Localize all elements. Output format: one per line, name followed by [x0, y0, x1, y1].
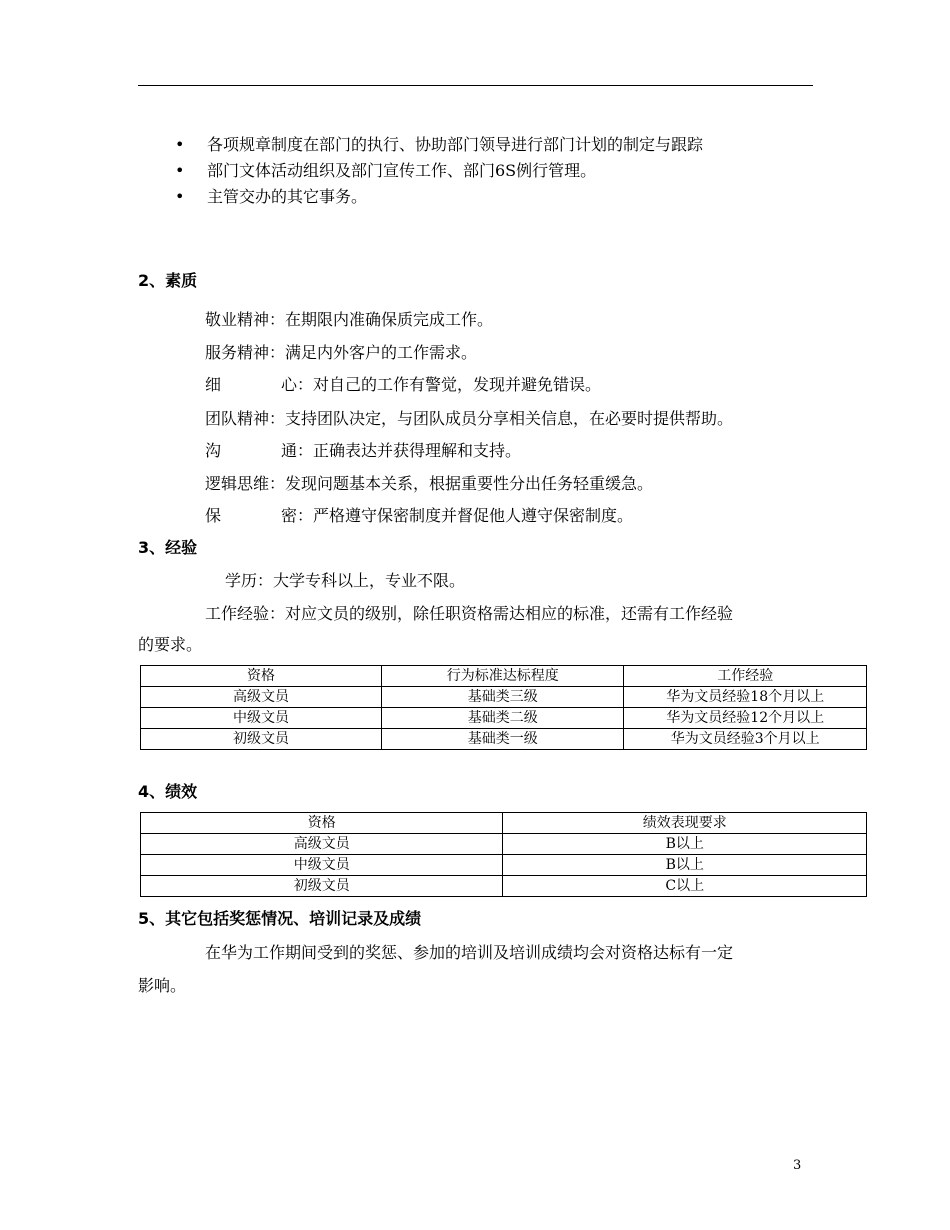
table-cell: 高级文员 — [141, 834, 503, 855]
table-row — [141, 729, 867, 750]
list-item: • 各项规章制度在部门的执行、协助部门领导进行部门计划的制定与跟踪 — [175, 132, 703, 158]
quality-item: 逻辑思维：发现问题基本关系，根据重要性分出任务轻重缓急。 — [205, 474, 654, 493]
list-item: • 部门文体活动组织及部门宣传工作、部门6S例行管理。 — [175, 158, 703, 184]
duty-bullet-list — [175, 132, 703, 210]
table-row — [141, 855, 867, 876]
table-cell: B以上 — [503, 834, 867, 855]
table-row — [141, 708, 867, 729]
section-heading-experience: 3、经验 — [138, 538, 198, 557]
quality-item: 沟 通 ：正确表达并获得理解和支持。 — [205, 441, 522, 460]
table-cell: 基础类一级 — [382, 729, 624, 750]
list-item: • 主管交办的其它事务。 — [175, 184, 703, 210]
table-row — [141, 687, 867, 708]
table-row — [141, 876, 867, 897]
table-cell: 基础类三级 — [382, 687, 624, 708]
performance-table — [140, 812, 867, 897]
education-text: 学历：大学专科以上，专业不限。 — [225, 571, 466, 590]
table-row — [141, 834, 867, 855]
table-header-row — [141, 813, 867, 834]
bullet-icon: • — [175, 187, 185, 206]
section-heading-performance: 4、绩效 — [138, 782, 198, 801]
quality-item: 团队精神：支持团队决定，与团队成员分享相关信息，在必要时提供帮助。 — [205, 409, 734, 428]
table-cell: 基础类二级 — [382, 708, 624, 729]
section-heading-quality: 2、素质 — [138, 271, 198, 290]
table-cell: C以上 — [503, 876, 867, 897]
table-header-cell: 绩效表现要求 — [503, 813, 867, 834]
page-number: 3 — [793, 1158, 802, 1173]
bullet-icon: • — [175, 161, 185, 180]
table-cell: 初级文员 — [141, 876, 503, 897]
quality-item: 细 心 ：对自己的工作有警觉，发现并避免错误。 — [205, 375, 602, 394]
table-cell: 中级文员 — [141, 708, 382, 729]
quality-item: 保 密 ：严格遵守保密制度并督促他人遵守保密制度。 — [205, 506, 634, 525]
table-cell: 华为文员经验18个月以上 — [624, 687, 867, 708]
table-header-cell: 工作经验 — [624, 666, 867, 687]
section-heading-other: 5、其它包括奖惩情况、培训记录及成绩 — [138, 909, 422, 928]
table-cell: 中级文员 — [141, 855, 503, 876]
table-header-cell: 行为标准达标程度 — [382, 666, 624, 687]
experience-text-line2: 的要求。 — [138, 635, 203, 654]
table-cell: B以上 — [503, 855, 867, 876]
table-cell: 高级文员 — [141, 687, 382, 708]
table-header-cell: 资格 — [141, 813, 503, 834]
other-text-line1: 在华为工作期间受到的奖惩、参加的培训及培训成绩均会对资格达标有一定 — [205, 943, 734, 962]
header-rule — [138, 85, 813, 86]
other-text-line2: 影响。 — [138, 976, 187, 995]
experience-text-line1: 工作经验：对应文员的级别，除任职资格需达相应的标准，还需有工作经验 — [205, 604, 734, 623]
bullet-icon: • — [175, 135, 185, 154]
table-cell: 初级文员 — [141, 729, 382, 750]
table-cell: 华为文员经验3个月以上 — [624, 729, 867, 750]
table-header-row — [141, 666, 867, 687]
quality-item: 服务精神：满足内外客户的工作需求。 — [205, 343, 478, 362]
table-cell: 华为文员经验12个月以上 — [624, 708, 867, 729]
quality-item: 敬业精神：在期限内准确保质完成工作。 — [205, 310, 494, 329]
table-header-cell: 资格 — [141, 666, 382, 687]
experience-table — [140, 665, 867, 750]
